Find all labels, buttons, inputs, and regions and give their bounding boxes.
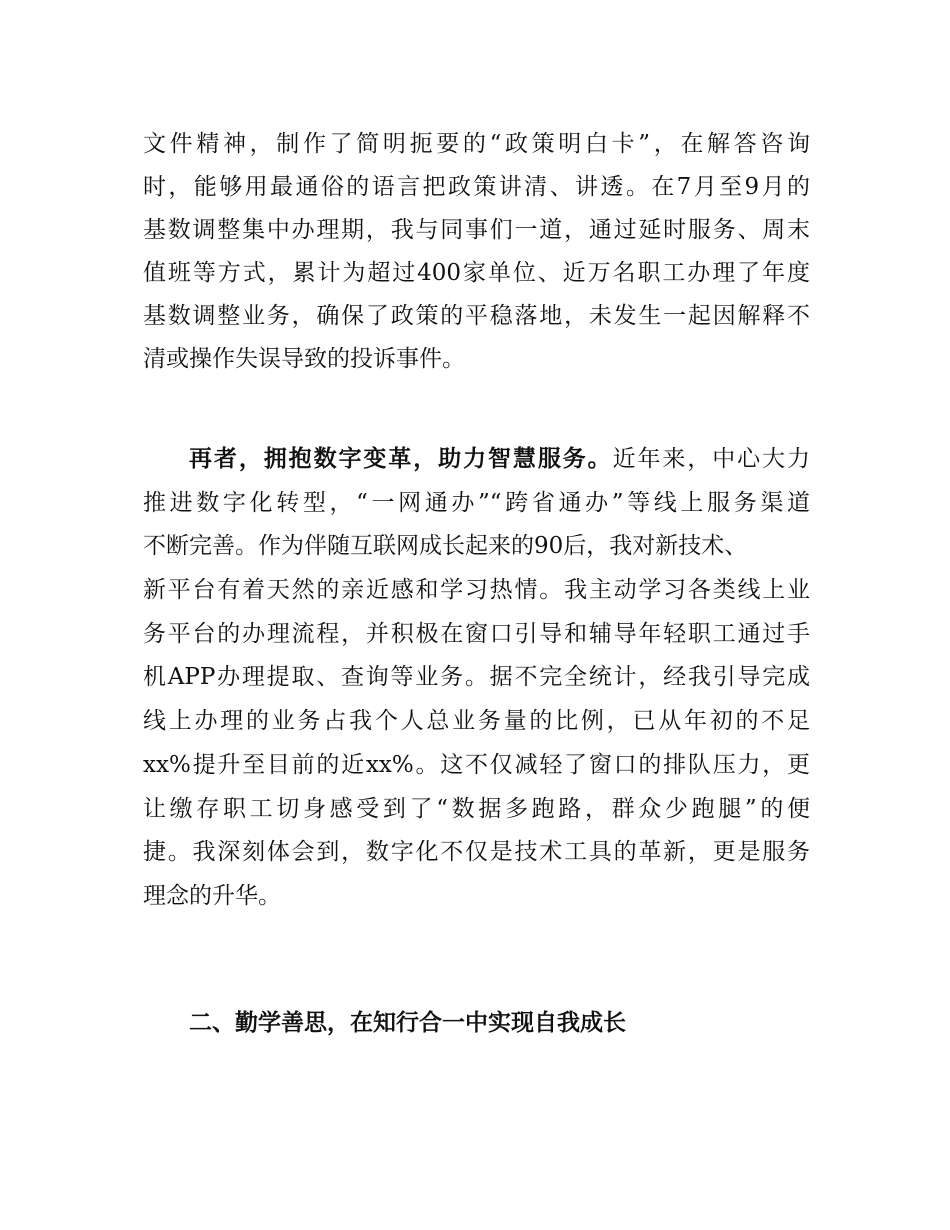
- text-line: 文件精神，制作了简明扼要的“政策明白卡”，在解答咨询: [143, 131, 810, 157]
- text-line: 值班等方式，累计为超过400家单位、近万名职工办理了年度: [143, 260, 810, 286]
- text-line: 清或操作失误导致的投诉事件。: [143, 346, 465, 372]
- text-line: 机APP办理提取、查询等业务。据不完全统计，经我引导完成: [143, 664, 810, 691]
- text-line: 捷。我深刻体会到，数字化不仅是技术工具的革新，更是服务: [143, 839, 810, 866]
- text-line: 线上办理的业务占我个人总业务量的比例，已从年初的不足: [143, 708, 810, 735]
- text-line: 理念的升华。: [143, 882, 281, 909]
- paragraph-1: [143, 123, 810, 381]
- text-line: 让缴存职工切身感受到了“数据多跑路，群众少跑腿”的便: [143, 795, 810, 822]
- text-line: 务平台的办理流程，并积极在窗口引导和辅导年轻职工通过手: [143, 620, 810, 647]
- lead-rest: 近年来，中心大力: [612, 446, 811, 472]
- text-line: 基数调整业务，确保了政策的平稳落地，未发生一起因解释不: [143, 303, 810, 329]
- text-line: 推进数字化转型，“一网通办”“跨省通办”等线上服务渠道: [143, 489, 810, 516]
- text-line: 不断完善。作为伴随互联网成长起来的90后，我对新技术、: [143, 533, 748, 560]
- text-line-lead: [143, 438, 810, 482]
- text-line: 基数调整集中办理期，我与同事们一道，通过延时服务、周末: [143, 217, 810, 243]
- text-line: 时，能够用最通俗的语言把政策讲清、讲透。在7月至9月的: [143, 174, 810, 200]
- lead-sentence: 再者，拥抱数字变革，助力智慧服务。: [189, 446, 613, 472]
- section-heading: 二、勤学善思，在知行合一中实现自我成长: [189, 1010, 626, 1036]
- paragraph-2: [143, 438, 810, 919]
- text-line: xx%提升至目前的近xx%。这不仅减轻了窗口的排队压力，更: [143, 751, 810, 778]
- text-line: 新平台有着天然的亲近感和学习热情。我主动学习各类线上业: [143, 577, 810, 604]
